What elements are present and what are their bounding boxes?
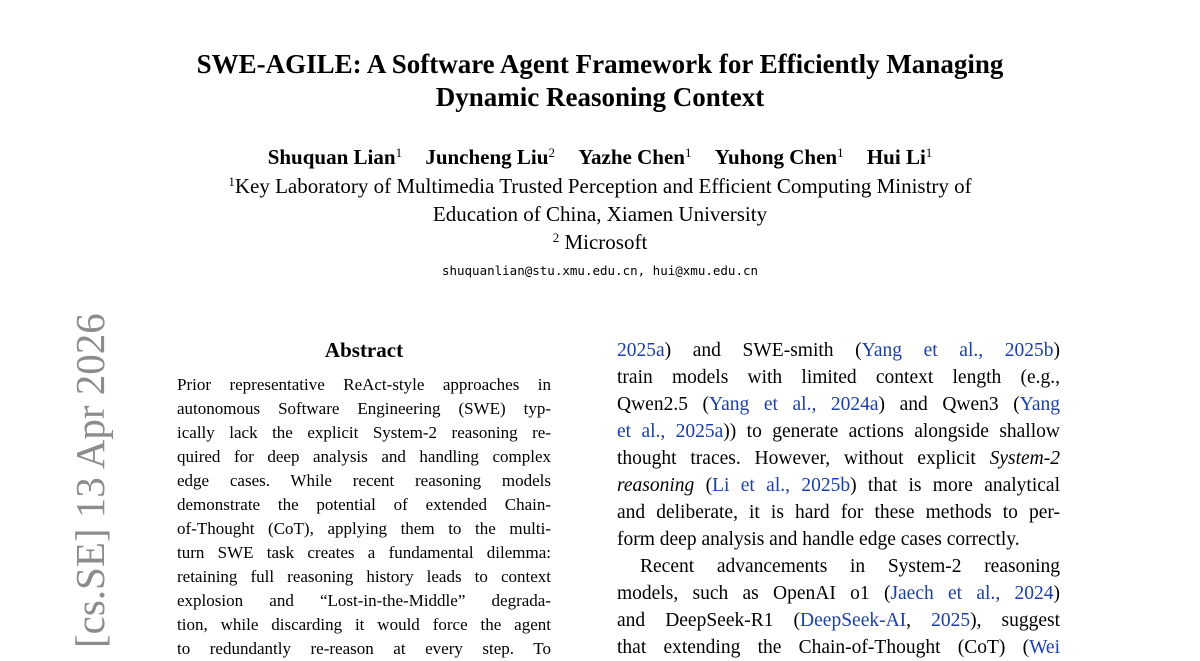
abstract-line: ically lack the explicit System-2 reasoning re- — [177, 423, 551, 442]
citation-link[interactable]: Yang — [1019, 394, 1060, 415]
author: Hui Li$^1$ — [866, 145, 933, 169]
body-line: and DeepSeek-R1 (DeepSeek-AI, 2025), suggest — [617, 610, 1061, 631]
body-line: 2025a) and SWE-smith (Yang et al., 2025b) — [617, 340, 1061, 361]
author: Yuhong Chen$^1$ — [714, 145, 844, 169]
author-list — [100, 143, 1100, 171]
author: Yazhe Chen$^1$ — [578, 145, 692, 169]
author: Shuquan Lian$^1$ — [267, 145, 403, 169]
citation-link[interactable]: Yang et al., 2025b — [861, 340, 1054, 361]
abstract-line: edge cases. While recent reasoning models — [177, 471, 551, 490]
abstract-line: of-Thought (CoT), applying them to the multi- — [177, 519, 551, 538]
title-line-2: Dynamic Reasoning Context — [435, 82, 765, 112]
abstract-line: demonstrate the potential of extended Chain- — [177, 495, 551, 514]
abstract-line: explosion and “Lost-in-the-Middle” degrada- — [177, 591, 551, 610]
body-line: reasoning (Li et al., 2025b) that is more analytical — [617, 475, 1060, 496]
citation-link[interactable]: 2025 — [931, 610, 971, 631]
body-line: Qwen2.5 (Yang et al., 2024a) and Qwen3 (Yang — [617, 394, 1060, 415]
abstract-line: turn SWE task creates a fundamental dilemma: — [177, 543, 551, 562]
body-line: et al., 2025a)) to generate actions alongside shallow — [617, 421, 1060, 442]
author-emails: shuquanlian@stu.xmu.edu.cn, hui@xmu.edu.cn — [441, 263, 759, 278]
abstract-line: retaining full reasoning history leads to context — [177, 567, 551, 586]
body-line: train models with limited context length (e.g., — [617, 367, 1060, 388]
citation-link[interactable]: DeepSeek-AI — [800, 610, 907, 631]
abstract-line: Prior representative ReAct-style approaches in — [177, 375, 551, 394]
body-line: thought traces. However, without explicit System-2 — [617, 448, 1060, 469]
citation-link[interactable]: 2025a — [617, 340, 665, 361]
body-line: that extending the Chain-of-Thought (CoT) (Wei — [617, 637, 1060, 658]
body-line: models, such as OpenAI o1 (Jaech et al., 2024) — [617, 583, 1060, 604]
abstract-line: quired for deep analysis and handling complex — [177, 447, 551, 466]
citation-link[interactable]: et al., 2025a — [617, 421, 724, 442]
abstract-heading: Abstract — [324, 338, 404, 362]
arxiv-stamp: [cs.SE] 13 Apr 2026 — [67, 313, 113, 648]
author: Juncheng Liu$^2$ — [425, 145, 555, 169]
affiliation-2: $^2$ Microsoft — [552, 230, 648, 254]
body-line: Recent advancements in System-2 reasoning — [640, 556, 1060, 577]
body-line: and deliberate, it is hard for these methods to per- — [617, 502, 1060, 523]
affiliation-1-cont: Education of China, Xiamen University — [432, 202, 768, 226]
body-line: form deep analysis and handle edge cases correctly. — [617, 529, 1020, 550]
abstract-line: to redundantly re-reason at every step. To — [177, 639, 551, 658]
citation-link[interactable]: Yang et al., 2024a — [709, 394, 879, 415]
citation-link[interactable]: Jaech et al., 2024 — [890, 583, 1054, 604]
affiliation-1: $^1$Key Laboratory of Multimedia Trusted Perception and Efficient Computing Ministry of — [228, 174, 972, 198]
paper-title — [100, 48, 1100, 114]
citation-link[interactable]: Wei — [1029, 637, 1060, 658]
abstract-line: tion, while discarding it would force the agent — [177, 615, 551, 634]
abstract-line: autonomous Software Engineering (SWE) typ- — [177, 399, 551, 418]
title-line-1: SWE-AGILE: A Software Agent Framework for Efficiently Managing — [196, 49, 1004, 79]
citation-link[interactable]: Li et al., 2025b — [712, 475, 851, 496]
